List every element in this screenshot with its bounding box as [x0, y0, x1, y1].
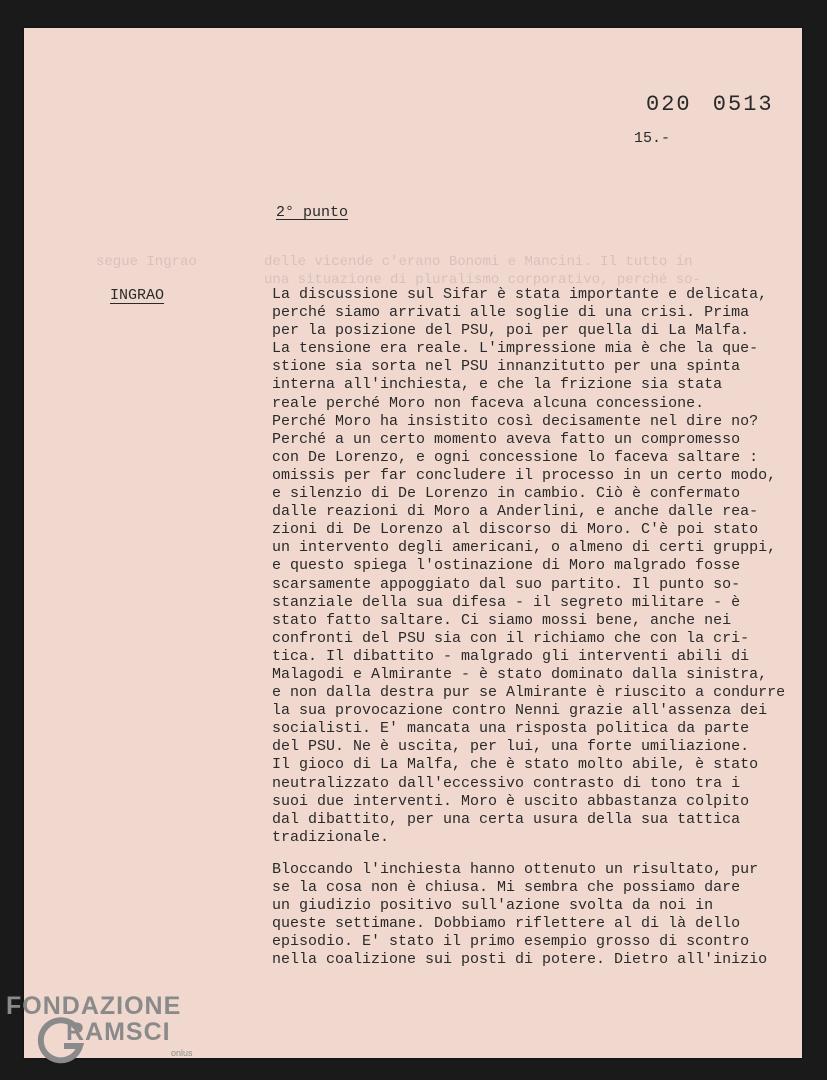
text-line: Perché a un certo momento aveva fatto un compromesso: [272, 430, 741, 448]
text-line: neutralizzato dall'eccessivo contrasto di tono tra i: [272, 774, 741, 792]
fondazione-gramsci-watermark: [4, 990, 204, 1076]
text-line: stione sia sorta nel PSU innanzitutto per una spinta: [272, 358, 741, 376]
text-line: la sua provocazione contro Nenni grazie all'assenza dei: [272, 702, 768, 720]
speech-body: [272, 286, 817, 969]
document-number: 020 0513: [646, 92, 774, 117]
text-line: tica. Il dibattito - malgrado gli interventi abili di: [272, 647, 750, 665]
text-line: zioni di De Lorenzo al discorso di Moro. C'è poi stato: [272, 521, 759, 539]
text-line: La discussione sul Sifar è stata importante e delicata,: [272, 286, 768, 303]
section-heading: 2° punto: [276, 204, 349, 221]
text-line: con De Lorenzo, e ogni concessione lo faceva saltare :: [272, 448, 759, 466]
show-through-text: [96, 253, 796, 289]
text-line: del PSU. Ne è uscita, per lui, una forte umiliazione.: [272, 738, 750, 756]
page-number: 15.-: [634, 130, 671, 147]
text-line: e non dalla destra pur se Almirante è riuscito a condurre: [272, 684, 786, 702]
text-line: reale perché Moro non faceva alcuna concessione.: [272, 394, 705, 412]
text-line: dal dibattito, per una certa usura della sua tattica: [272, 810, 741, 828]
show-through-line: una situazione di pluralismo corporativo, perché so-: [96, 272, 701, 288]
text-line: stato fatto saltare. Ci siamo mossi bene, anche nei: [272, 611, 732, 629]
watermark-suffix: onlus: [171, 1048, 193, 1058]
text-line: La tensione era reale. L'impressione mia è che la que-: [272, 340, 759, 358]
text-line: Bloccando l'inchiesta hanno ottenuto un risultato, pur: [272, 860, 759, 878]
speaker-name: INGRAO: [110, 287, 165, 304]
text-line: confronti del PSU sia con il richiamo che con la cri-: [272, 629, 750, 647]
watermark-line1: FONDAZIONE: [6, 992, 182, 1020]
text-line: suoi due interventi. Moro è uscito abbastanza colpito: [272, 792, 750, 810]
text-line: Il gioco di La Malfa, che è stato molto abile, è stato: [272, 756, 759, 774]
text-line: se la cosa non è chiusa. Mi sembra che possiamo dare: [272, 879, 741, 896]
text-line: Perché Moro ha insistito così decisamente nel dire no?: [272, 412, 759, 430]
text-line: interna all'inchiesta, e che la frizione sia stata: [272, 376, 723, 394]
text-line: per la posizione del PSU, poi per quella di La Malfa.: [272, 322, 750, 340]
text-line: Malagodi e Almirante - è stato dominato dalla sinistra,: [272, 665, 768, 683]
text-line: perché siamo arrivati alle soglie di una crisi. Prima: [272, 304, 750, 322]
text-line: omissis per far concludere il processo in un certo modo,: [272, 466, 777, 484]
watermark-line2: RAMSCI: [66, 1018, 171, 1046]
text-line: un intervento degli americani, o almeno di certi gruppi,: [272, 539, 777, 557]
paragraph-1: [272, 286, 817, 847]
text-line: e questo spiega l'ostinazione di Moro malgrado fosse: [272, 557, 741, 575]
show-through-line: segue Ingrao delle vicende c'erano Bonomi e Mancini. Il tutto in: [96, 254, 693, 270]
text-line: tradizionale.: [272, 828, 390, 846]
text-line: stanziale della sua difesa - il segreto militare - è: [272, 593, 741, 611]
text-line: dalle reazioni di Moro a Anderlini, e anche dalle rea-: [272, 503, 759, 521]
text-line: e silenzio di De Lorenzo in cambio. Ciò è confermato: [272, 485, 741, 503]
text-line: episodio. E' stato il primo esempio grosso di scontro: [272, 933, 750, 951]
text-line: un giudizio positivo sull'azione svolta da noi in: [272, 897, 714, 915]
text-line: nella coalizione sui posti di potere. Dietro all'inizio: [272, 951, 768, 969]
text-line: scarsamente appoggiato dal suo partito. Il punto so-: [272, 575, 741, 593]
text-line: socialisti. E' mancata una risposta politica da parte: [272, 720, 750, 738]
document-page: [24, 28, 802, 1058]
text-line: queste settimane. Dobbiamo riflettere al di là dello: [272, 915, 741, 933]
paragraph-2: [272, 861, 817, 970]
